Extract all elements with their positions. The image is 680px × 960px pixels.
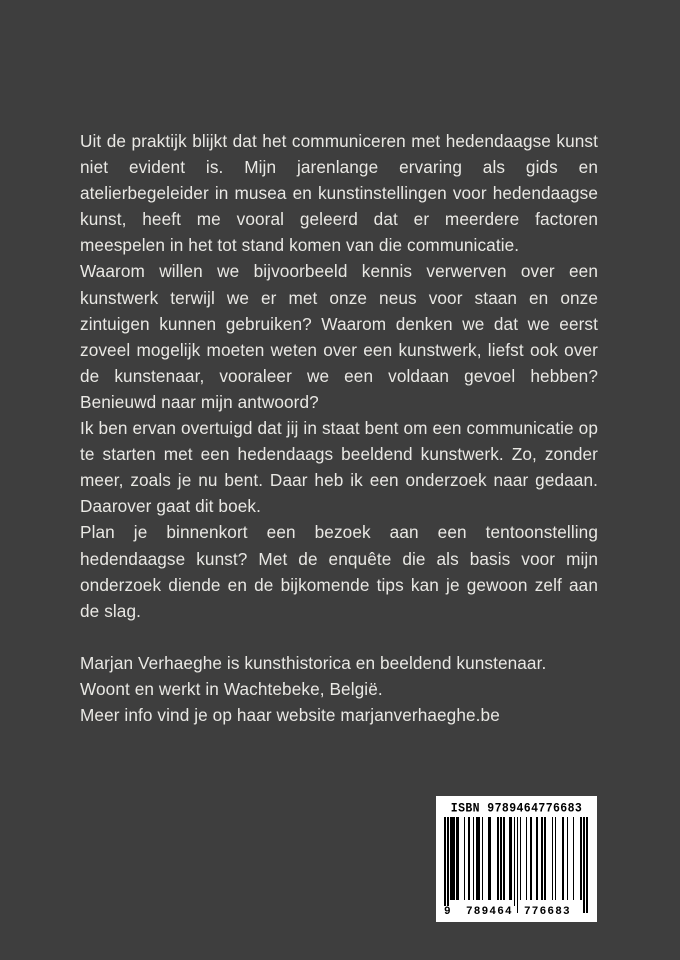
- author-website-line: Meer info vind je op haar website marjanverhaeghe.be: [80, 704, 500, 725]
- barcode-right-group: 776683: [524, 906, 571, 918]
- isbn-barcode: [436, 796, 597, 922]
- blurb-paragraph-3: Ik ben ervan overtuigd dat jij in staat bent om een communicatie op te starten met een hedendaags beeldend kunstwerk. Zo, zonder meer, zoals je nu bent. Daar heb ik een onderzoek naar gedaan. Daarover gaat dit boek.: [80, 418, 598, 517]
- barcode-bars: [444, 817, 589, 919]
- author-bio-line-2: Woont en werkt in Wachtebeke, België.: [80, 678, 383, 699]
- paragraph-spacer: [80, 624, 598, 650]
- author-bio-line-1: Marjan Verhaeghe is kunsthistorica en beeldend kunstenaar.: [80, 652, 547, 673]
- isbn-label: ISBN 9789464776683: [450, 801, 583, 816]
- author-bio-block: [80, 650, 598, 728]
- blurb-paragraph-4: Plan je binnenkort een bezoek aan een tentoonstelling hedendaagse kunst? Met de enquête die als basis voor mijn onderzoek diende en de bijkomende tips kan je gewoon zelf aan de slag.: [80, 522, 598, 621]
- blurb-text-block: [80, 128, 598, 728]
- barcode-lead-digit: 9: [444, 906, 452, 918]
- barcode-digits: [444, 905, 589, 919]
- barcode-left-group: 789464: [466, 906, 513, 918]
- blurb-paragraph-1: Uit de praktijk blijkt dat het communiceren met hedendaagse kunst niet evident is. Mijn jarenlange ervaring als gids en atelierbegeleider in musea en kunstinstellingen voor hedendaagse kunst, heeft me vooral geleerd dat er meerdere factoren meespelen in het tot stand komen van die communicatie.: [80, 131, 598, 256]
- blurb-paragraph-2: Waarom willen we bijvoorbeeld kennis verwerven over een kunstwerk terwijl we er met onze neus voor staan en onze zintuigen kunnen gebruiken? Waarom denken we dat we eerst zoveel mogelijk moeten weten over een kunstwerk, liefst ook over de kunstenaar, vooraleer we een voldaan gevoel hebben? Benieuwd naar mijn antwoord?: [80, 261, 598, 412]
- barcode-bars-area: [444, 817, 589, 919]
